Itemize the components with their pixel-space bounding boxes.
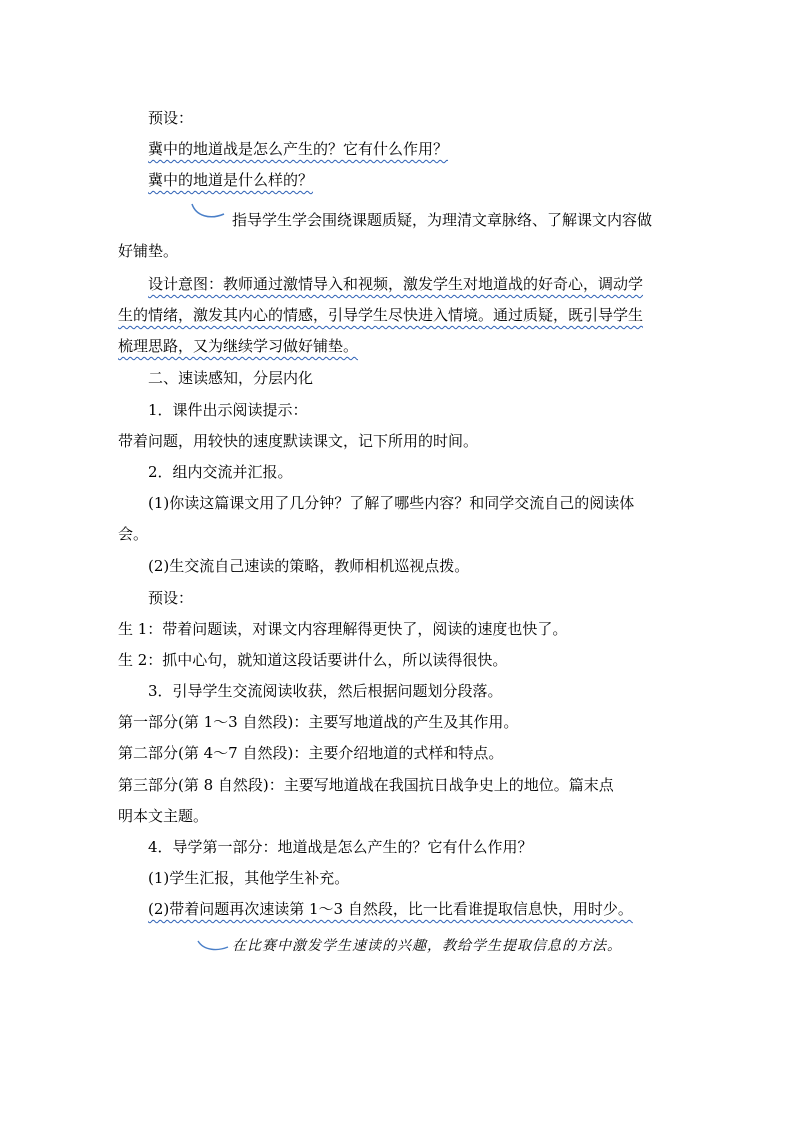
design-intent bbox=[118, 336, 358, 356]
design-intent-text: 生的情绪，激发其内心的情感，引导学生尽快进入情境。通过质疑，既引导学生 bbox=[118, 306, 644, 324]
design-intent-text: 设计意图：教师通过激情导入和视频，激发学生对地道战的好奇心，调动学 bbox=[148, 275, 644, 293]
step-heading: 1．课件出示阅读提示： bbox=[148, 401, 308, 419]
paragraph: 生 1：带着问题读，对课文内容理解得更快了，阅读的速度也快了。 bbox=[118, 620, 568, 638]
paragraph: 第一部分(第 1～3 自然段)：主要写地道战的产生及其作用。 bbox=[118, 713, 519, 731]
design-intent bbox=[148, 274, 643, 294]
paragraph: (2)生交流自己速读的策略，教师相机巡视点拨。 bbox=[148, 557, 470, 575]
question-line bbox=[148, 170, 313, 190]
margin-note-swoosh-icon bbox=[190, 200, 226, 220]
teacher-note: 好铺垫。 bbox=[118, 242, 179, 260]
step-heading: 4．导学第一部分：地道战是怎么产生的？它有什么作用？ bbox=[148, 838, 533, 856]
margin-note-swoosh-icon bbox=[196, 937, 230, 953]
teacher-note: 指导学生学会围绕课题质疑，为理清文章脉络、了解课文内容做 bbox=[232, 211, 653, 229]
paragraph: (1)学生汇报，其他学生补充。 bbox=[148, 869, 350, 887]
preset-label: 预设： bbox=[148, 589, 194, 607]
paragraph: 第二部分(第 4～7 自然段)：主要介绍地道的式样和特点。 bbox=[118, 744, 504, 762]
question-line bbox=[148, 139, 448, 159]
question-text: 冀中的地道战是怎么产生的？它有什么作用？ bbox=[148, 140, 449, 158]
design-intent-text: 梳理思路，又为继续学习做好铺垫。 bbox=[118, 337, 359, 355]
paragraph: 明本文主题。 bbox=[118, 807, 209, 825]
paragraph: 生 2：抓中心句，就知道这段话要讲什么，所以读得很快。 bbox=[118, 651, 508, 669]
paragraph: 会。 bbox=[118, 525, 149, 543]
paragraph bbox=[148, 899, 633, 919]
preset-label: 预设： bbox=[148, 109, 194, 127]
question-text: 冀中的地道是什么样的？ bbox=[148, 171, 314, 189]
paragraph: (1)你读这篇课文用了几分钟？了解了哪些内容？和同学交流自己的阅读体 bbox=[148, 494, 635, 512]
section-heading: 二、速读感知，分层内化 bbox=[148, 369, 314, 387]
paragraph: 第三部分(第 8 自然段)：主要写地道战在我国抗日战争史上的地位。篇末点 bbox=[118, 776, 614, 794]
paragraph: 带着问题，用较快的速度默读课文，记下所用的时间。 bbox=[118, 432, 479, 450]
teacher-note: 在比赛中激发学生速读的兴趣，教给学生提取信息的方法。 bbox=[232, 938, 622, 954]
step-heading: 2．组内交流并汇报。 bbox=[148, 463, 293, 481]
underlined-text: (2)带着问题再次速读第 1～3 自然段，比一比看谁提取信息快，用时少。 bbox=[148, 900, 633, 918]
design-intent bbox=[118, 305, 643, 325]
step-heading: 3．引导学生交流阅读收获，然后根据问题划分段落。 bbox=[148, 682, 503, 700]
